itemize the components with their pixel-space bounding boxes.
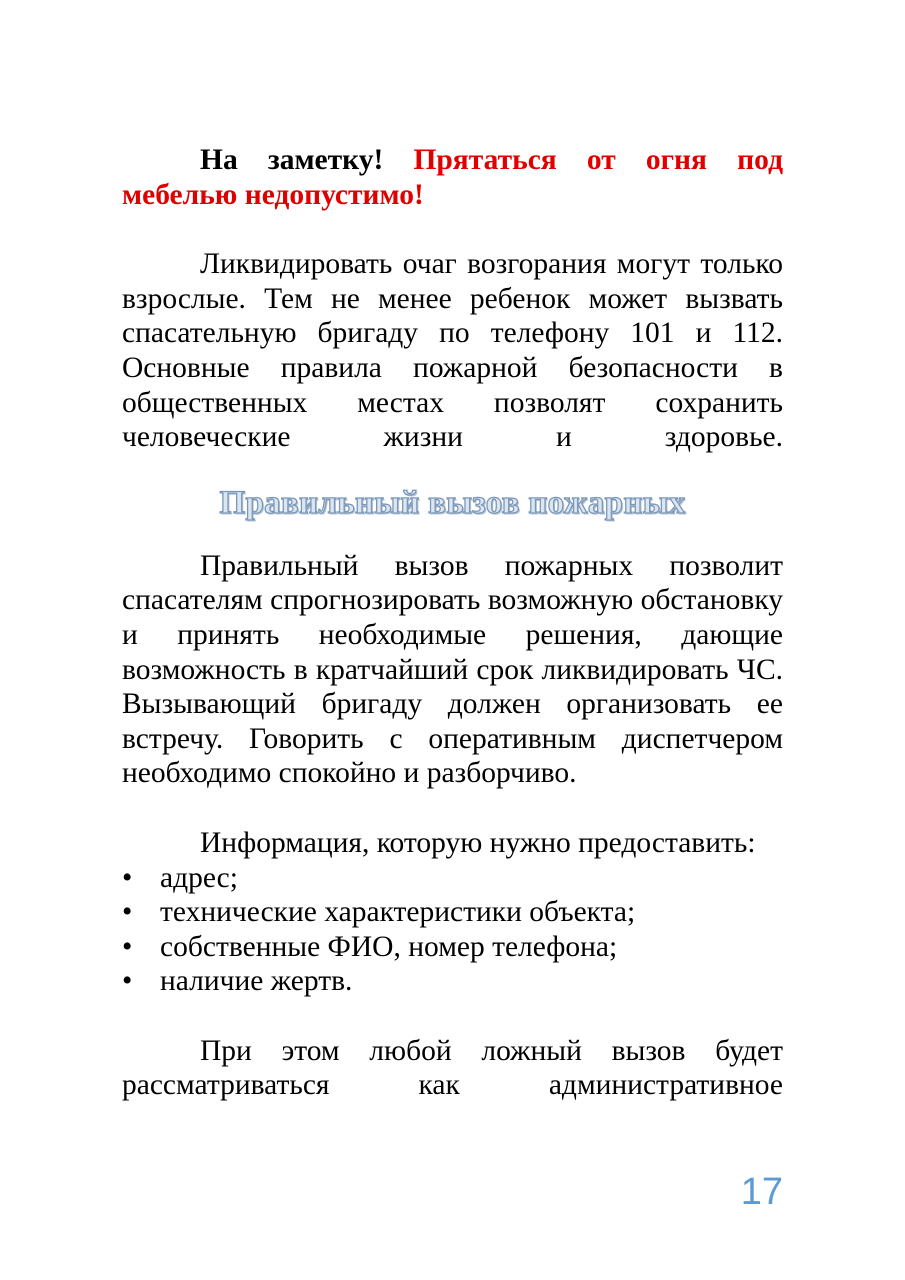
list-item: [122, 930, 783, 965]
list-item-text: адрес;: [160, 861, 238, 894]
list-item: [122, 861, 783, 896]
list-item: [122, 964, 783, 999]
spacer: [122, 791, 783, 826]
info-intro: Информация, которую нужно предоставить:: [200, 826, 756, 859]
list-item-text: собственные ФИО, номер телефона;: [160, 930, 618, 963]
spacer: [122, 212, 783, 247]
note-paragraph: [122, 143, 783, 212]
bullet-icon: •: [122, 896, 133, 929]
list-item-text: технические характеристики объекта;: [160, 896, 636, 929]
info-list: [122, 861, 783, 999]
spacer: [122, 999, 783, 1034]
note-label: На заметку!: [200, 144, 384, 176]
section-heading: Правильный вызов пожарных: [219, 484, 686, 521]
list-item-text: наличие жертв.: [160, 965, 353, 998]
list-item: [122, 895, 783, 930]
page-number: 17: [740, 1171, 783, 1213]
paragraph-correct-call: Правильный вызов пожарных позволит спасателям спрогнозировать возможную обстановку и принять необходимые решения, дающие возможность в кратчайший срок ликвидировать ЧС. Вызывающий бригаду должен организовать ее встречу. Говорить с оперативным диспетчером необходимо спокойно и разборчиво.: [122, 549, 783, 790]
note-warning: Прятаться от огня под мебелью недопустимо!: [122, 144, 783, 211]
bullet-icon: •: [122, 861, 133, 894]
bullet-icon: •: [122, 965, 133, 998]
page-content: [122, 143, 783, 1103]
bullet-icon: •: [122, 930, 133, 963]
paragraph-false-call: При этом любой ложный вызов будет рассматриваться как административное: [122, 1034, 783, 1102]
paragraph-extinguishing: Ликвидировать очаг возгорания могут только взрослые. Тем не менее ребенок может вызвать спасательную бригаду по телефону 101 и 112. Основные правила пожарной безопасности в общественных местах позволят сохранить человеческие жизни и здоровье.: [122, 248, 783, 454]
